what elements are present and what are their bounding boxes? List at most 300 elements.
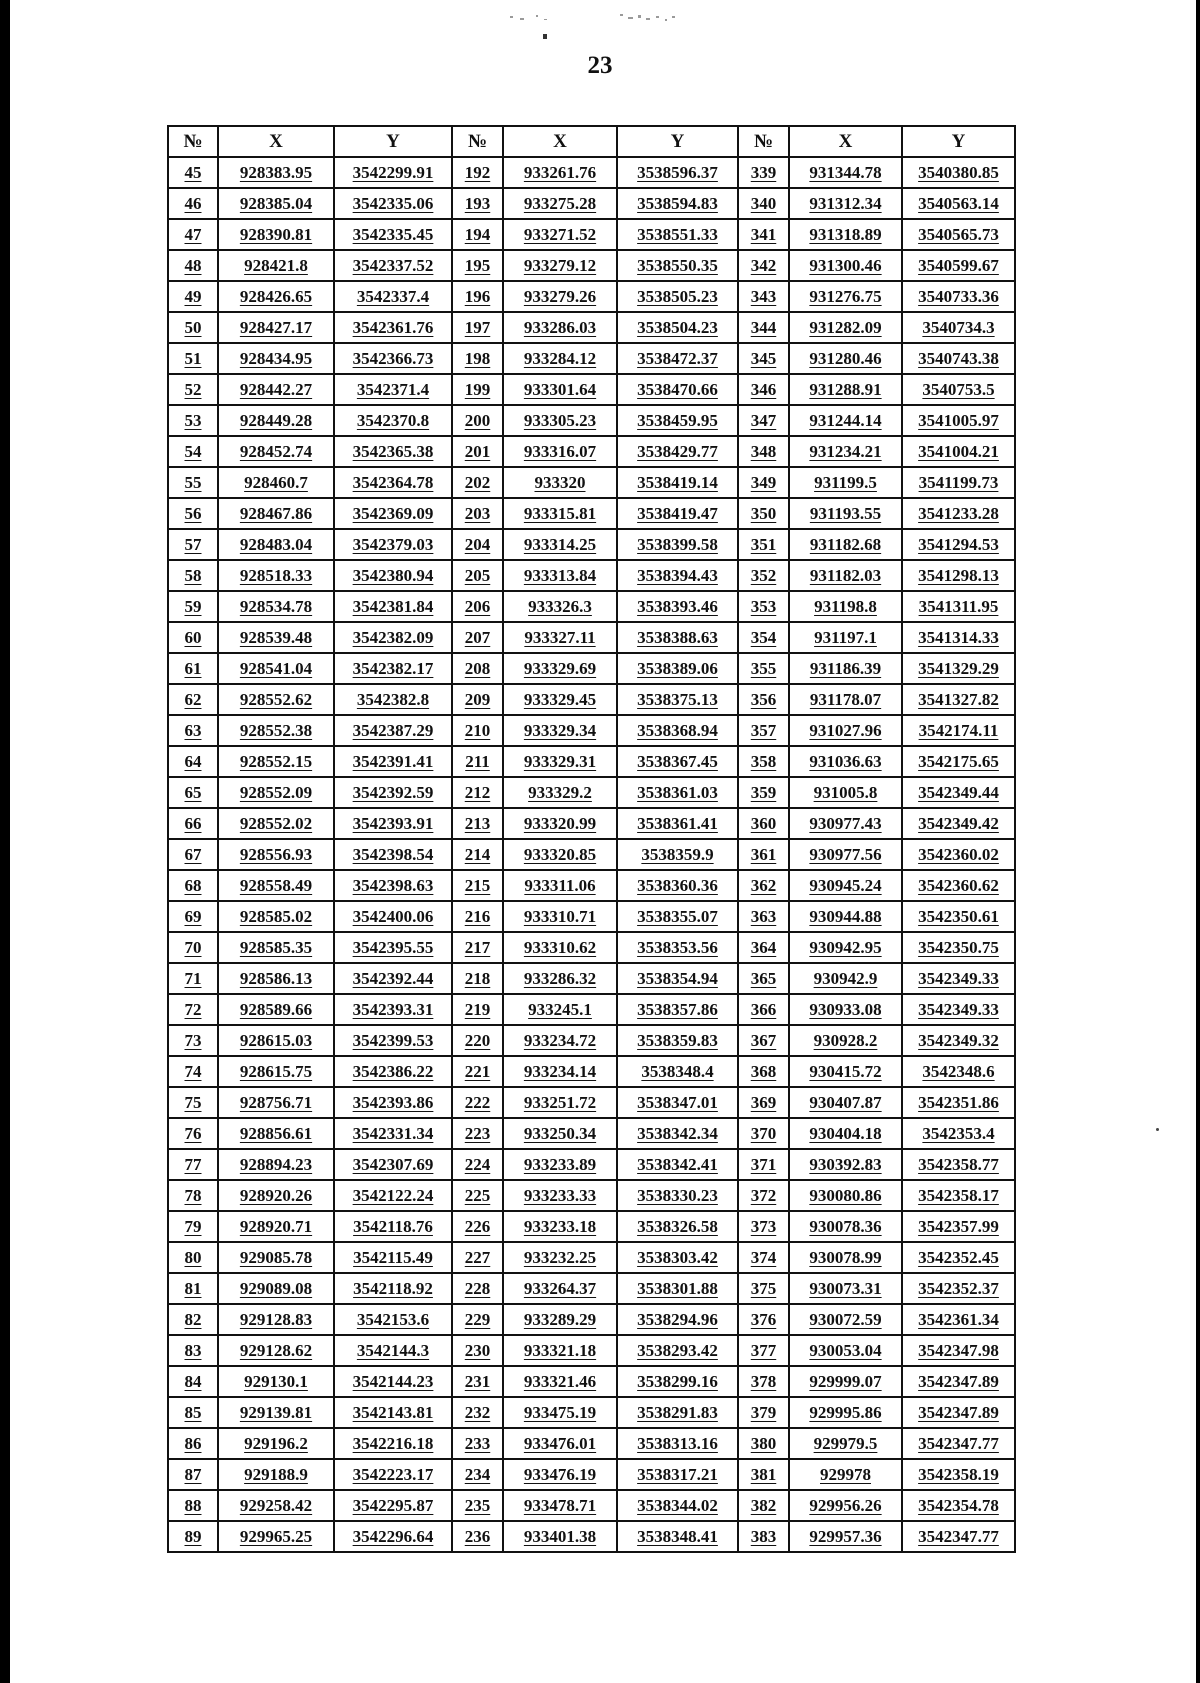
point-number-cell xyxy=(452,932,503,963)
y-coordinate-value: 3542349.44 xyxy=(918,783,999,802)
scan-border-left xyxy=(0,0,10,1683)
y-coordinate-cell xyxy=(617,1242,738,1273)
point-number-cell xyxy=(168,188,218,219)
point-number-cell xyxy=(452,405,503,436)
x-coordinate-cell xyxy=(218,343,334,374)
table-row xyxy=(168,1304,1015,1335)
point-number-value: 70 xyxy=(184,938,202,957)
point-number-cell xyxy=(168,1366,218,1397)
point-number-value: 221 xyxy=(464,1062,491,1081)
y-coordinate-cell xyxy=(902,1428,1015,1459)
point-number-cell xyxy=(168,684,218,715)
y-coordinate-cell xyxy=(334,746,452,777)
x-coordinate-value: 933329.2 xyxy=(528,783,592,802)
y-coordinate-value: 3541327.82 xyxy=(918,690,999,709)
point-number-cell xyxy=(452,653,503,684)
point-number-cell xyxy=(452,1025,503,1056)
point-number-cell xyxy=(738,1056,789,1087)
y-coordinate-value: 3542358.19 xyxy=(918,1465,999,1484)
x-coordinate-cell xyxy=(218,312,334,343)
y-coordinate-value: 3542352.45 xyxy=(918,1248,999,1267)
y-coordinate-cell xyxy=(617,1304,738,1335)
point-number-cell xyxy=(452,870,503,901)
x-coordinate-cell xyxy=(789,1087,902,1118)
y-coordinate-value: 3542335.45 xyxy=(352,225,434,244)
point-number-value: 64 xyxy=(184,752,202,771)
point-number-cell xyxy=(452,281,503,312)
point-number-value: 374 xyxy=(750,1248,777,1267)
point-number-value: 86 xyxy=(184,1434,202,1453)
point-number-value: 194 xyxy=(464,225,491,244)
point-number-value: 81 xyxy=(184,1279,202,1298)
x-coordinate-value: 928421.8 xyxy=(244,256,308,275)
point-number-cell xyxy=(452,1397,503,1428)
y-coordinate-value: 3542175.65 xyxy=(918,752,999,771)
table-row xyxy=(168,1242,1015,1273)
x-coordinate-cell xyxy=(218,1304,334,1335)
point-number-value: 200 xyxy=(464,411,491,430)
y-coordinate-cell xyxy=(902,746,1015,777)
y-coordinate-value: 3542398.63 xyxy=(352,876,434,895)
x-coordinate-value: 929957.36 xyxy=(809,1527,882,1546)
point-number-cell xyxy=(168,994,218,1025)
y-coordinate-cell xyxy=(902,1149,1015,1180)
y-coordinate-cell xyxy=(902,870,1015,901)
x-coordinate-value: 931027.96 xyxy=(809,721,882,740)
point-number-value: 349 xyxy=(750,473,777,492)
y-coordinate-cell xyxy=(902,1459,1015,1490)
point-number-value: 219 xyxy=(464,1000,491,1019)
point-number-cell xyxy=(452,746,503,777)
point-number-cell xyxy=(452,312,503,343)
x-coordinate-cell xyxy=(503,498,617,529)
x-coordinate-cell xyxy=(218,219,334,250)
point-number-value: 45 xyxy=(184,163,202,182)
point-number-value: 373 xyxy=(750,1217,777,1236)
x-coordinate-cell xyxy=(218,1056,334,1087)
point-number-cell xyxy=(452,622,503,653)
point-number-value: 74 xyxy=(184,1062,202,1081)
x-coordinate-cell xyxy=(503,1335,617,1366)
y-coordinate-value: 3542392.44 xyxy=(352,969,434,988)
x-coordinate-cell xyxy=(789,560,902,591)
point-number-value: 61 xyxy=(184,659,202,678)
y-coordinate-cell xyxy=(334,870,452,901)
point-number-cell xyxy=(452,467,503,498)
x-coordinate-value: 933321.46 xyxy=(523,1372,597,1391)
point-number-cell xyxy=(168,1335,218,1366)
point-number-cell xyxy=(738,653,789,684)
scan-noise-marks xyxy=(500,10,720,44)
y-coordinate-cell xyxy=(902,1087,1015,1118)
point-number-value: 362 xyxy=(750,876,777,895)
table-row xyxy=(168,250,1015,281)
point-number-value: 208 xyxy=(464,659,491,678)
x-coordinate-cell xyxy=(789,1490,902,1521)
x-coordinate-cell xyxy=(218,1118,334,1149)
point-number-cell xyxy=(738,1273,789,1304)
x-coordinate-cell xyxy=(789,374,902,405)
y-coordinate-cell xyxy=(334,1366,452,1397)
point-number-value: 367 xyxy=(750,1031,777,1050)
x-coordinate-value: 931193.55 xyxy=(809,504,882,523)
x-coordinate-value: 928589.66 xyxy=(239,1000,313,1019)
point-number-value: 79 xyxy=(184,1217,202,1236)
point-number-cell xyxy=(168,839,218,870)
y-coordinate-value: 3542393.31 xyxy=(352,1000,434,1019)
point-number-value: 376 xyxy=(750,1310,777,1329)
x-coordinate-value: 929956.26 xyxy=(809,1496,882,1515)
x-coordinate-cell xyxy=(503,1056,617,1087)
y-coordinate-value: 3538357.86 xyxy=(637,1000,718,1019)
point-number-value: 372 xyxy=(750,1186,777,1205)
point-number-value: 340 xyxy=(750,194,777,213)
x-coordinate-value: 930942.95 xyxy=(809,938,882,957)
x-coordinate-cell xyxy=(503,436,617,467)
point-number-cell xyxy=(738,1304,789,1335)
x-coordinate-cell xyxy=(789,219,902,250)
y-coordinate-cell xyxy=(902,1521,1015,1552)
x-coordinate-cell xyxy=(503,591,617,622)
x-coordinate-cell xyxy=(503,1211,617,1242)
y-coordinate-cell xyxy=(617,870,738,901)
x-coordinate-value: 930944.88 xyxy=(809,907,882,926)
y-coordinate-value: 3542216.18 xyxy=(352,1434,434,1453)
x-coordinate-cell xyxy=(789,498,902,529)
stray-mark xyxy=(1156,1128,1159,1131)
point-number-cell xyxy=(168,467,218,498)
x-coordinate-value: 933301.64 xyxy=(523,380,597,399)
x-coordinate-cell xyxy=(218,777,334,808)
x-coordinate-value: 929085.78 xyxy=(239,1248,313,1267)
x-coordinate-cell xyxy=(789,1366,902,1397)
x-coordinate-value: 931005.8 xyxy=(813,783,878,802)
x-coordinate-value: 928452.74 xyxy=(239,442,313,461)
point-number-value: 202 xyxy=(464,473,491,492)
point-number-cell xyxy=(452,343,503,374)
y-coordinate-value: 3542382.09 xyxy=(352,628,434,647)
point-number-value: 89 xyxy=(184,1527,202,1546)
y-coordinate-cell xyxy=(334,1087,452,1118)
y-coordinate-value: 3542153.6 xyxy=(356,1310,430,1329)
x-coordinate-value: 930407.87 xyxy=(809,1093,882,1112)
x-coordinate-cell xyxy=(789,343,902,374)
point-number-cell xyxy=(168,777,218,808)
point-number-value: 363 xyxy=(750,907,777,926)
y-coordinate-cell xyxy=(902,1118,1015,1149)
y-coordinate-value: 3542349.33 xyxy=(918,1000,999,1019)
point-number-cell xyxy=(452,591,503,622)
x-coordinate-value: 928390.81 xyxy=(239,225,313,244)
y-coordinate-cell xyxy=(334,839,452,870)
y-coordinate-cell xyxy=(617,932,738,963)
x-coordinate-cell xyxy=(218,560,334,591)
point-number-value: 382 xyxy=(750,1496,777,1515)
y-coordinate-cell xyxy=(902,808,1015,839)
y-coordinate-cell xyxy=(902,1490,1015,1521)
x-coordinate-cell xyxy=(218,746,334,777)
point-number-cell xyxy=(738,405,789,436)
y-coordinate-cell xyxy=(902,653,1015,684)
point-number-cell xyxy=(168,901,218,932)
x-coordinate-value: 933271.52 xyxy=(523,225,597,244)
x-coordinate-value: 933233.18 xyxy=(523,1217,597,1236)
y-coordinate-cell xyxy=(617,374,738,405)
point-number-cell xyxy=(738,870,789,901)
point-number-value: 195 xyxy=(464,256,491,275)
y-col-header-1: Y xyxy=(334,126,452,157)
y-coordinate-value: 3542399.53 xyxy=(352,1031,434,1050)
point-number-value: 66 xyxy=(184,814,202,833)
point-number-cell xyxy=(168,498,218,529)
point-number-cell xyxy=(168,250,218,281)
x-coordinate-value: 933232.25 xyxy=(523,1248,597,1267)
x-coordinate-cell xyxy=(503,684,617,715)
y-coordinate-value: 3540733.36 xyxy=(918,287,999,306)
point-number-cell xyxy=(452,1180,503,1211)
table-row xyxy=(168,591,1015,622)
y-coordinate-value: 3540734.3 xyxy=(922,318,995,337)
y-coordinate-cell xyxy=(617,653,738,684)
y-coordinate-value: 3542382.17 xyxy=(352,659,434,678)
x-coordinate-cell xyxy=(218,684,334,715)
x-coordinate-value: 933233.89 xyxy=(523,1155,597,1174)
point-number-cell xyxy=(738,1428,789,1459)
point-number-value: 47 xyxy=(184,225,202,244)
point-number-cell xyxy=(452,777,503,808)
x-coordinate-cell xyxy=(218,994,334,1025)
x-coordinate-value: 928539.48 xyxy=(239,628,313,647)
y-coordinate-value: 3538361.03 xyxy=(637,783,718,802)
y-coordinate-value: 3538459.95 xyxy=(637,411,718,430)
point-number-value: 361 xyxy=(750,845,777,864)
y-coordinate-value: 3542358.77 xyxy=(918,1155,999,1174)
point-number-value: 84 xyxy=(184,1372,202,1391)
point-number-value: 368 xyxy=(750,1062,777,1081)
x-coordinate-cell xyxy=(789,1056,902,1087)
y-coordinate-cell xyxy=(902,901,1015,932)
y-coordinate-value: 3542386.22 xyxy=(352,1062,434,1081)
point-number-value: 48 xyxy=(184,256,202,275)
table-header-row xyxy=(168,126,1015,157)
x-coordinate-cell xyxy=(503,1273,617,1304)
coordinates-table xyxy=(167,125,1016,1553)
x-coordinate-cell xyxy=(789,994,902,1025)
point-number-cell xyxy=(738,1180,789,1211)
x-coordinate-value: 933251.72 xyxy=(523,1093,597,1112)
point-number-cell xyxy=(452,1211,503,1242)
point-number-cell xyxy=(168,1304,218,1335)
y-coordinate-cell xyxy=(902,1397,1015,1428)
point-number-cell xyxy=(168,1180,218,1211)
point-number-cell xyxy=(452,1149,503,1180)
x-coordinate-value: 930404.18 xyxy=(809,1124,882,1143)
table-row xyxy=(168,560,1015,591)
point-number-cell xyxy=(452,963,503,994)
point-number-value: 346 xyxy=(750,380,777,399)
point-number-value: 85 xyxy=(184,1403,202,1422)
point-number-cell xyxy=(738,1118,789,1149)
y-coordinate-value: 3538504.23 xyxy=(637,318,718,337)
point-number-value: 77 xyxy=(184,1155,202,1174)
point-number-cell xyxy=(452,1459,503,1490)
point-number-value: 234 xyxy=(464,1465,491,1484)
table-row xyxy=(168,157,1015,188)
x-coordinate-cell xyxy=(789,622,902,653)
point-number-cell xyxy=(168,591,218,622)
y-coordinate-cell xyxy=(617,1490,738,1521)
point-number-cell xyxy=(452,436,503,467)
x-coordinate-value: 930977.56 xyxy=(809,845,882,864)
point-number-value: 55 xyxy=(184,473,202,492)
y-col-header-3: Y xyxy=(902,126,1015,157)
y-coordinate-value: 3538299.16 xyxy=(637,1372,718,1391)
point-number-value: 53 xyxy=(184,411,202,430)
y-coordinate-value: 3538348.41 xyxy=(637,1527,718,1546)
y-coordinate-value: 3542122.24 xyxy=(352,1186,434,1205)
y-coordinate-cell xyxy=(617,405,738,436)
x-coordinate-cell xyxy=(218,870,334,901)
point-number-value: 350 xyxy=(750,504,777,523)
point-number-value: 236 xyxy=(464,1527,491,1546)
y-coordinate-cell xyxy=(334,560,452,591)
y-coordinate-value: 3542335.06 xyxy=(352,194,434,213)
y-coordinate-cell xyxy=(334,622,452,653)
y-coordinate-cell xyxy=(902,994,1015,1025)
x-coordinate-cell xyxy=(789,1335,902,1366)
x-coordinate-value: 928615.03 xyxy=(239,1031,313,1050)
y-coordinate-value: 3542331.34 xyxy=(352,1124,434,1143)
y-coordinate-cell xyxy=(902,684,1015,715)
y-coordinate-value: 3538394.43 xyxy=(637,566,718,585)
x-coordinate-cell xyxy=(218,436,334,467)
point-number-value: 206 xyxy=(464,597,491,616)
point-number-cell xyxy=(452,374,503,405)
x-coordinate-value: 933476.01 xyxy=(523,1434,597,1453)
y-coordinate-value: 3542174.11 xyxy=(918,721,999,740)
y-coordinate-value: 3542361.34 xyxy=(918,1310,999,1329)
x-coordinate-cell xyxy=(218,1211,334,1242)
x-coordinate-value: 928756.71 xyxy=(239,1093,313,1112)
y-coordinate-value: 3542364.78 xyxy=(352,473,434,492)
x-coordinate-cell xyxy=(218,1025,334,1056)
table-row xyxy=(168,715,1015,746)
x-coordinate-value: 933326.3 xyxy=(528,597,592,616)
x-coordinate-value: 931198.8 xyxy=(814,597,877,616)
x-coordinate-cell xyxy=(789,1025,902,1056)
y-coordinate-value: 3542350.75 xyxy=(918,938,999,957)
point-number-value: 54 xyxy=(184,442,202,461)
y-col-header-2: Y xyxy=(617,126,738,157)
point-number-cell xyxy=(452,1056,503,1087)
y-coordinate-cell xyxy=(902,963,1015,994)
y-coordinate-cell xyxy=(902,188,1015,219)
point-number-value: 68 xyxy=(184,876,202,895)
x-coordinate-value: 930392.83 xyxy=(809,1155,882,1174)
y-coordinate-value: 3540565.73 xyxy=(918,225,999,244)
x-coordinate-value: 929089.08 xyxy=(239,1279,313,1298)
point-number-value: 360 xyxy=(750,814,777,833)
x-coordinate-value: 930080.86 xyxy=(809,1186,882,1205)
y-coordinate-cell xyxy=(902,498,1015,529)
table-row xyxy=(168,219,1015,250)
point-number-cell xyxy=(452,994,503,1025)
x-coordinate-value: 931197.1 xyxy=(814,628,877,647)
point-number-value: 205 xyxy=(464,566,491,585)
y-coordinate-value: 3538368.94 xyxy=(637,721,718,740)
y-coordinate-cell xyxy=(902,591,1015,622)
x-coordinate-cell xyxy=(218,1242,334,1273)
y-coordinate-value: 3542352.37 xyxy=(918,1279,999,1298)
x-coordinate-cell xyxy=(789,963,902,994)
point-number-cell xyxy=(168,312,218,343)
y-coordinate-value: 3538342.41 xyxy=(637,1155,718,1174)
y-coordinate-cell xyxy=(902,777,1015,808)
point-number-value: 199 xyxy=(464,380,491,399)
point-number-value: 354 xyxy=(750,628,777,647)
y-coordinate-cell xyxy=(334,281,452,312)
point-number-value: 72 xyxy=(184,1000,202,1019)
x-coordinate-value: 931178.07 xyxy=(809,690,882,709)
table-row xyxy=(168,1397,1015,1428)
point-number-value: 348 xyxy=(750,442,777,461)
x-coordinate-value: 930977.43 xyxy=(809,814,882,833)
x-coordinate-cell xyxy=(503,281,617,312)
x-coordinate-value: 933310.71 xyxy=(523,907,597,926)
x-coordinate-value: 928427.17 xyxy=(239,318,313,337)
x-coordinate-cell xyxy=(218,1087,334,1118)
point-number-cell xyxy=(738,1025,789,1056)
x-coordinate-value: 933321.18 xyxy=(523,1341,597,1360)
point-number-cell xyxy=(738,529,789,560)
point-number-cell xyxy=(168,343,218,374)
point-number-cell xyxy=(738,1366,789,1397)
y-coordinate-cell xyxy=(334,777,452,808)
y-coordinate-cell xyxy=(902,1180,1015,1211)
point-number-value: 198 xyxy=(464,349,491,368)
x-coordinate-cell xyxy=(503,343,617,374)
y-coordinate-cell xyxy=(617,436,738,467)
y-coordinate-value: 3542400.06 xyxy=(352,907,434,926)
y-coordinate-cell xyxy=(334,1118,452,1149)
y-coordinate-cell xyxy=(617,1459,738,1490)
y-coordinate-value: 3542349.32 xyxy=(918,1031,999,1050)
y-coordinate-value: 3542347.98 xyxy=(918,1341,999,1360)
point-number-value: 231 xyxy=(464,1372,491,1391)
y-coordinate-cell xyxy=(334,436,452,467)
x-coordinate-value: 930933.08 xyxy=(809,1000,882,1019)
point-number-cell xyxy=(452,1335,503,1366)
y-coordinate-cell xyxy=(902,1273,1015,1304)
point-number-value: 56 xyxy=(184,504,202,523)
point-number-value: 82 xyxy=(184,1310,202,1329)
table-row xyxy=(168,839,1015,870)
x-coordinate-value: 933289.29 xyxy=(523,1310,597,1329)
y-coordinate-cell xyxy=(334,312,452,343)
x-coordinate-value: 930945.24 xyxy=(809,876,882,895)
point-number-cell xyxy=(168,715,218,746)
point-number-cell xyxy=(168,1428,218,1459)
y-coordinate-value: 3538472.37 xyxy=(637,349,718,368)
x-coordinate-value: 929188.9 xyxy=(244,1465,308,1484)
point-number-value: 80 xyxy=(184,1248,202,1267)
y-coordinate-cell xyxy=(334,1025,452,1056)
x-coordinate-cell xyxy=(218,405,334,436)
point-number-value: 209 xyxy=(464,690,491,709)
x-coordinate-value: 928558.49 xyxy=(239,876,313,895)
point-number-cell xyxy=(738,436,789,467)
x-coordinate-cell xyxy=(789,1273,902,1304)
